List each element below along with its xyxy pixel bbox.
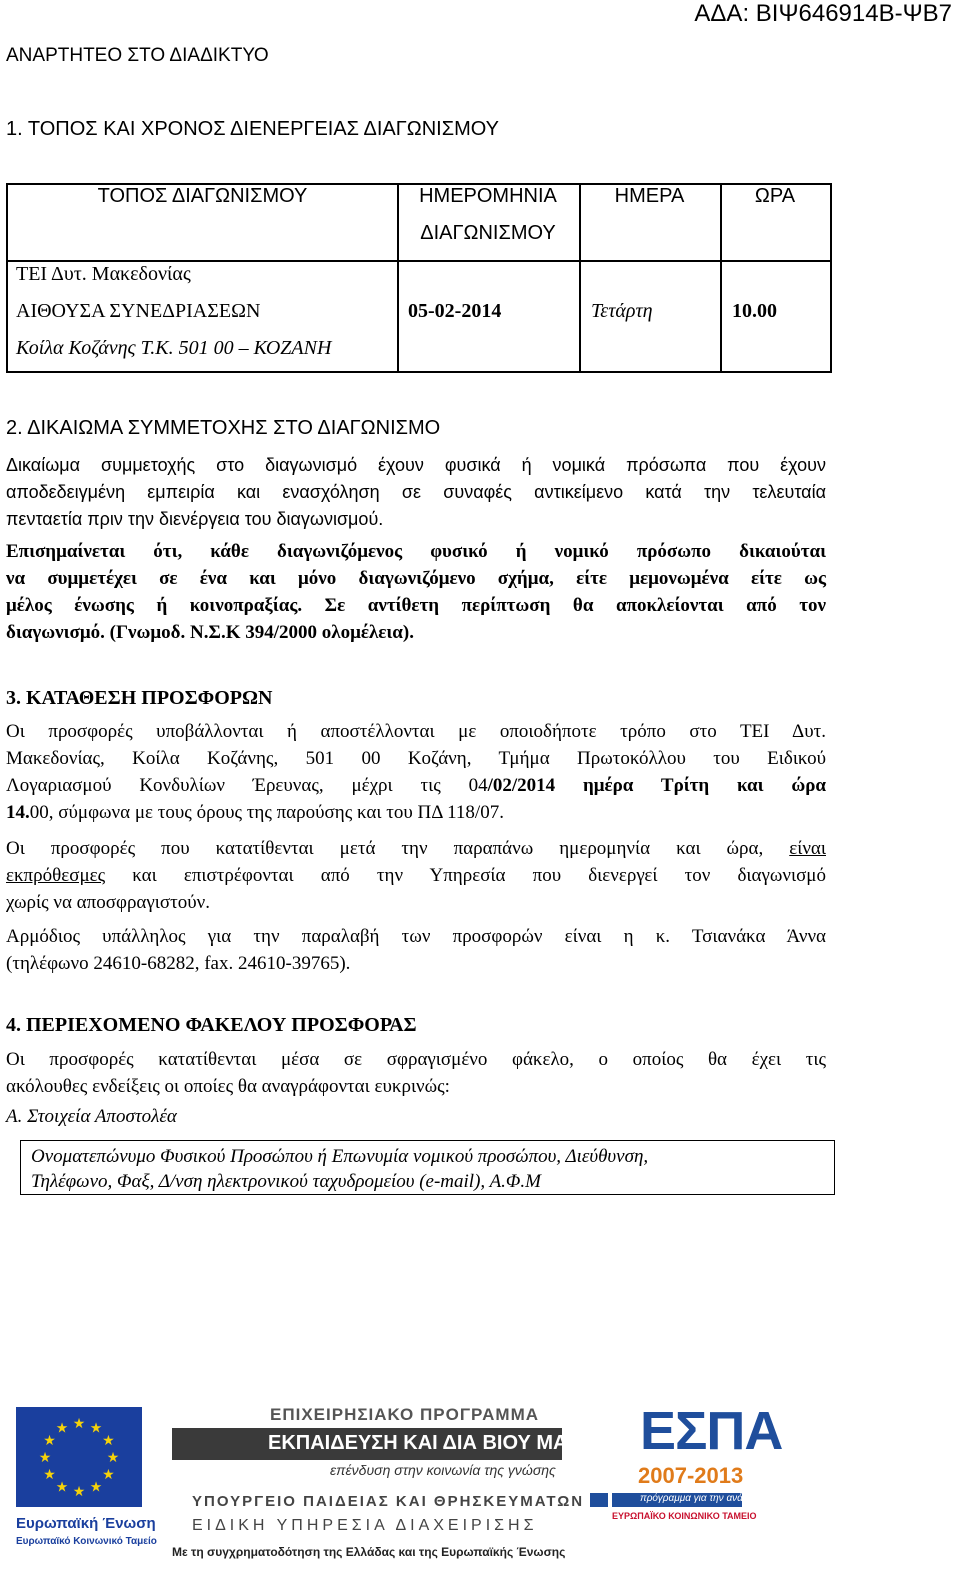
text-line: να συμμετέχει σε ένα και μόνο διαγωνιζόμενο σχήμα, είτε μεμονωμένα είτε ως	[6, 568, 826, 589]
table-column-divider	[579, 185, 581, 371]
text-fragment: και επιστρέφονται από την Υπηρεσία που διενεργεί τον διαγωνισμό	[105, 865, 826, 886]
text-line: διαγωνισμό. (Γνωμοδ. Ν.Σ.Κ 394/2000 ολομέλεια).	[6, 622, 414, 643]
text-line: Αρμόδιος υπάλληλος για την παραλαβή των προσφορών είναι η κ. Τσιανάκα Άννα	[6, 926, 826, 947]
table-column-divider	[720, 185, 722, 371]
competition-time: 10.00	[732, 300, 777, 322]
underlined-text: εκπρόθεσμες	[6, 865, 106, 886]
place-line-3: Κοίλα Κοζάνης Τ.Κ. 501 00 – ΚΟΖΑΝΗ	[16, 337, 332, 359]
text-line: αποδεδειγμένη εμπειρία και ενασχόληση σε συναφές αντικείμενο κατά την τελευταία	[6, 482, 826, 502]
text-line: Επισημαίνεται ότι, κάθε διαγωνιζόμενος φυσικό ή νομικό πρόσωπο δικαιούται	[6, 541, 826, 562]
eu-star-icon: ★	[102, 1434, 115, 1449]
program-line1: ΕΠΙΧΕΙΡΗΣΙΑΚΟ ΠΡΟΓΡΑΜΜΑ	[270, 1405, 540, 1424]
sender-details-box	[20, 1140, 835, 1195]
text-line	[6, 863, 826, 890]
competition-schedule-table	[6, 183, 832, 373]
eu-star-icon: ★	[55, 1421, 69, 1437]
text-fragment: Οι προσφορές που κατατίθενται μετά την παραπάνω ημερομηνία και ώρα,	[6, 838, 790, 859]
eu-star-icon: ★	[89, 1421, 103, 1437]
program-line2: ΕΚΠΑΙΔΕΥΣΗ ΚΑΙ ΔΙΑ ΒΙΟΥ ΜΑΘΗΣΗ	[268, 1432, 624, 1454]
section2-heading: 2. ΔΙΚΑΙΩΜΑ ΣΥΜΜΕΤΟΧΗΣ ΣΤΟ ΔΙΑΓΩΝΙΣΜΟ	[6, 417, 441, 439]
contact-paragraph	[6, 924, 826, 977]
emphasis-paragraph	[6, 539, 826, 646]
text-line	[6, 800, 826, 826]
box-line: Τηλέφωνο, Φαξ, Δ/νση ηλεκτρονικού ταχυδρομείου (e-mail), Α.Φ.Μ	[31, 1171, 541, 1192]
text-line	[6, 836, 826, 863]
text-line: χωρίς να αποσφραγιστούν.	[6, 892, 211, 913]
section1-heading: 1. ΤΟΠΟΣ ΚΑΙ ΧΡΟΝΟΣ ΔΙΕΝΕΡΓΕΙΑΣ ΔΙΑΓΩΝΙΣΜΟΥ	[6, 118, 499, 140]
text-fragment: Λογαριασμού Κονδυλίων Έρευνας, μέχρι τις 04	[6, 775, 488, 796]
section3-heading: 3. ΚΑΤΑΘΕΣΗ ΠΡΟΣΦΟΡΩΝ	[6, 687, 273, 709]
text-line: Μακεδονίας, Κοίλα Κοζάνης, 501 00 Κοζάνη, Τμήμα Πρωτοκόλλου του Ειδικού	[6, 748, 826, 769]
espa-slogan: πρόγραμμα για την ανάπτυξη	[640, 1493, 769, 1504]
eu-star-icon: ★	[72, 1417, 86, 1432]
text-line: πενταετία πριν την διενέργεια του διαγωνισμού.	[6, 509, 384, 529]
eu-flag-logo	[16, 1407, 142, 1507]
eu-star-icon: ★	[43, 1434, 56, 1449]
managing-authority: ΕΙΔΙΚΗ ΥΠΗΡΕΣΙΑ ΔΙΑΧΕΙΡΙΣΗΣ	[192, 1517, 538, 1534]
text-line: Οι προσφορές κατατίθενται μέσα σε σφραγισμένο φάκελο, ο οποίος θα έχει τις	[6, 1049, 826, 1070]
cofunding-statement: Με τη συγχρηματοδότηση της Ελλάδας και της Ευρωπαϊκής Ένωσης	[172, 1545, 566, 1559]
eu-star-icon: ★	[72, 1485, 86, 1500]
header-place: ΤΟΠΟΣ ΔΙΑΓΩΝΙΣΜΟΥ	[97, 185, 308, 207]
text-line: Δικαίωμα συμμετοχής στο διαγωνισμό έχουν φυσικά ή νομικά πρόσωπα που έχουν	[6, 455, 826, 475]
header-day: ΗΜΕΡΑ	[614, 185, 685, 207]
cofunding-logo-banner	[0, 1395, 960, 1585]
sender-subheading: Α. Στοιχεία Αποστολέα	[6, 1106, 177, 1127]
ministry-name: ΥΠΟΥΡΓΕΙΟ ΠΑΙΔΕΙΑΣ ΚΑΙ ΘΡΗΣΚΕΥΜΑΤΩΝ	[192, 1493, 585, 1510]
eu-fund-caption: Ευρωπαϊκό Κοινωνικό Ταμείο	[16, 1536, 157, 1547]
place-line-2: ΑΙΘΟΥΣΑ ΣΥΝΕΔΡΙΑΣΕΩΝ	[16, 300, 261, 322]
text-line: ακόλουθες ενδείξεις οι οποίες θα αναγράφονται ευκρινώς:	[6, 1076, 450, 1097]
eu-star-icon: ★	[43, 1468, 56, 1483]
competition-date: 05-02-2014	[408, 300, 502, 322]
header-time: ΩΡΑ	[754, 185, 796, 207]
text-line: Οι προσφορές υποβάλλονται ή αποστέλλονται με οποιοδήποτε τρόπο στο ΤΕΙ Δυτ.	[6, 721, 826, 742]
text-line: μέλος ένωσης ή κοινοπραξίας. Σε αντίθετη περίπτωση θα αποκλείονται από τον	[6, 595, 826, 616]
text-line	[6, 773, 826, 800]
participation-paragraph	[6, 452, 826, 532]
eu-star-icon: ★	[102, 1468, 115, 1483]
program-slogan: επένδυση στην κοινωνία της γνώσης	[330, 1462, 556, 1478]
eu-star-icon: ★	[89, 1480, 103, 1496]
text-line: (τηλέφωνο 24610-68282, fax. 24610-39765).	[6, 953, 351, 974]
eu-star-icon: ★	[38, 1451, 52, 1466]
posted-online-label: ΑΝΑΡΤΗΤΕΟ ΣΤΟ ΔΙΑΔΙΚΤΥΟ	[6, 45, 269, 66]
late-offers-paragraph	[6, 836, 826, 916]
competition-day: Τετάρτη	[591, 300, 653, 322]
eu-stars-icon	[16, 1407, 142, 1507]
text-fragment: 00, σύμφωνα με τους όρους της παρούσης και του ΠΔ 118/07.	[29, 802, 504, 823]
envelope-paragraph	[6, 1047, 826, 1100]
header-date-line1: ΗΜΕΡΟΜΗΝΙΑ	[419, 185, 557, 207]
submission-paragraph	[6, 719, 826, 826]
espa-fund: ΕΥΡΩΠΑΪΚΟ ΚΟΙΝΩΝΙΚΟ ΤΑΜΕΙΟ	[612, 1511, 757, 1521]
ada-code: ΑΔΑ: ΒΙΨ646914Β-ΨΒ7	[694, 0, 952, 27]
deadline-hour: 14.	[6, 802, 30, 823]
section4-heading: 4. ΠΕΡΙΕΧΟΜΕΝΟ ΦΑΚΕΛΟΥ ΠΡΟΣΦΟΡΑΣ	[6, 1014, 417, 1036]
header-date-line2: ΔΙΑΓΩΝΙΣΜΟΥ	[420, 222, 556, 244]
underlined-text: είναι	[789, 838, 826, 859]
greek-flag-icon	[590, 1493, 608, 1507]
espa-years: 2007-2013	[638, 1463, 744, 1488]
eu-star-icon: ★	[55, 1480, 69, 1496]
place-line-1: ΤΕΙ Δυτ. Μακεδονίας	[16, 263, 191, 285]
espa-logo-text: ΕΣΠΑ	[640, 1401, 783, 1461]
box-line: Ονοματεπώνυμο Φυσικού Προσώπου ή Επωνυμία νομικού προσώπου, Διεύθυνση,	[31, 1146, 649, 1167]
eu-star-icon: ★	[106, 1451, 120, 1466]
table-header-divider	[8, 260, 830, 262]
table-column-divider	[397, 185, 399, 371]
eu-name: Ευρωπαϊκή Ένωση	[16, 1515, 156, 1532]
deadline-date: /02/2014 ημέρα Τρίτη και ώρα	[487, 775, 826, 796]
